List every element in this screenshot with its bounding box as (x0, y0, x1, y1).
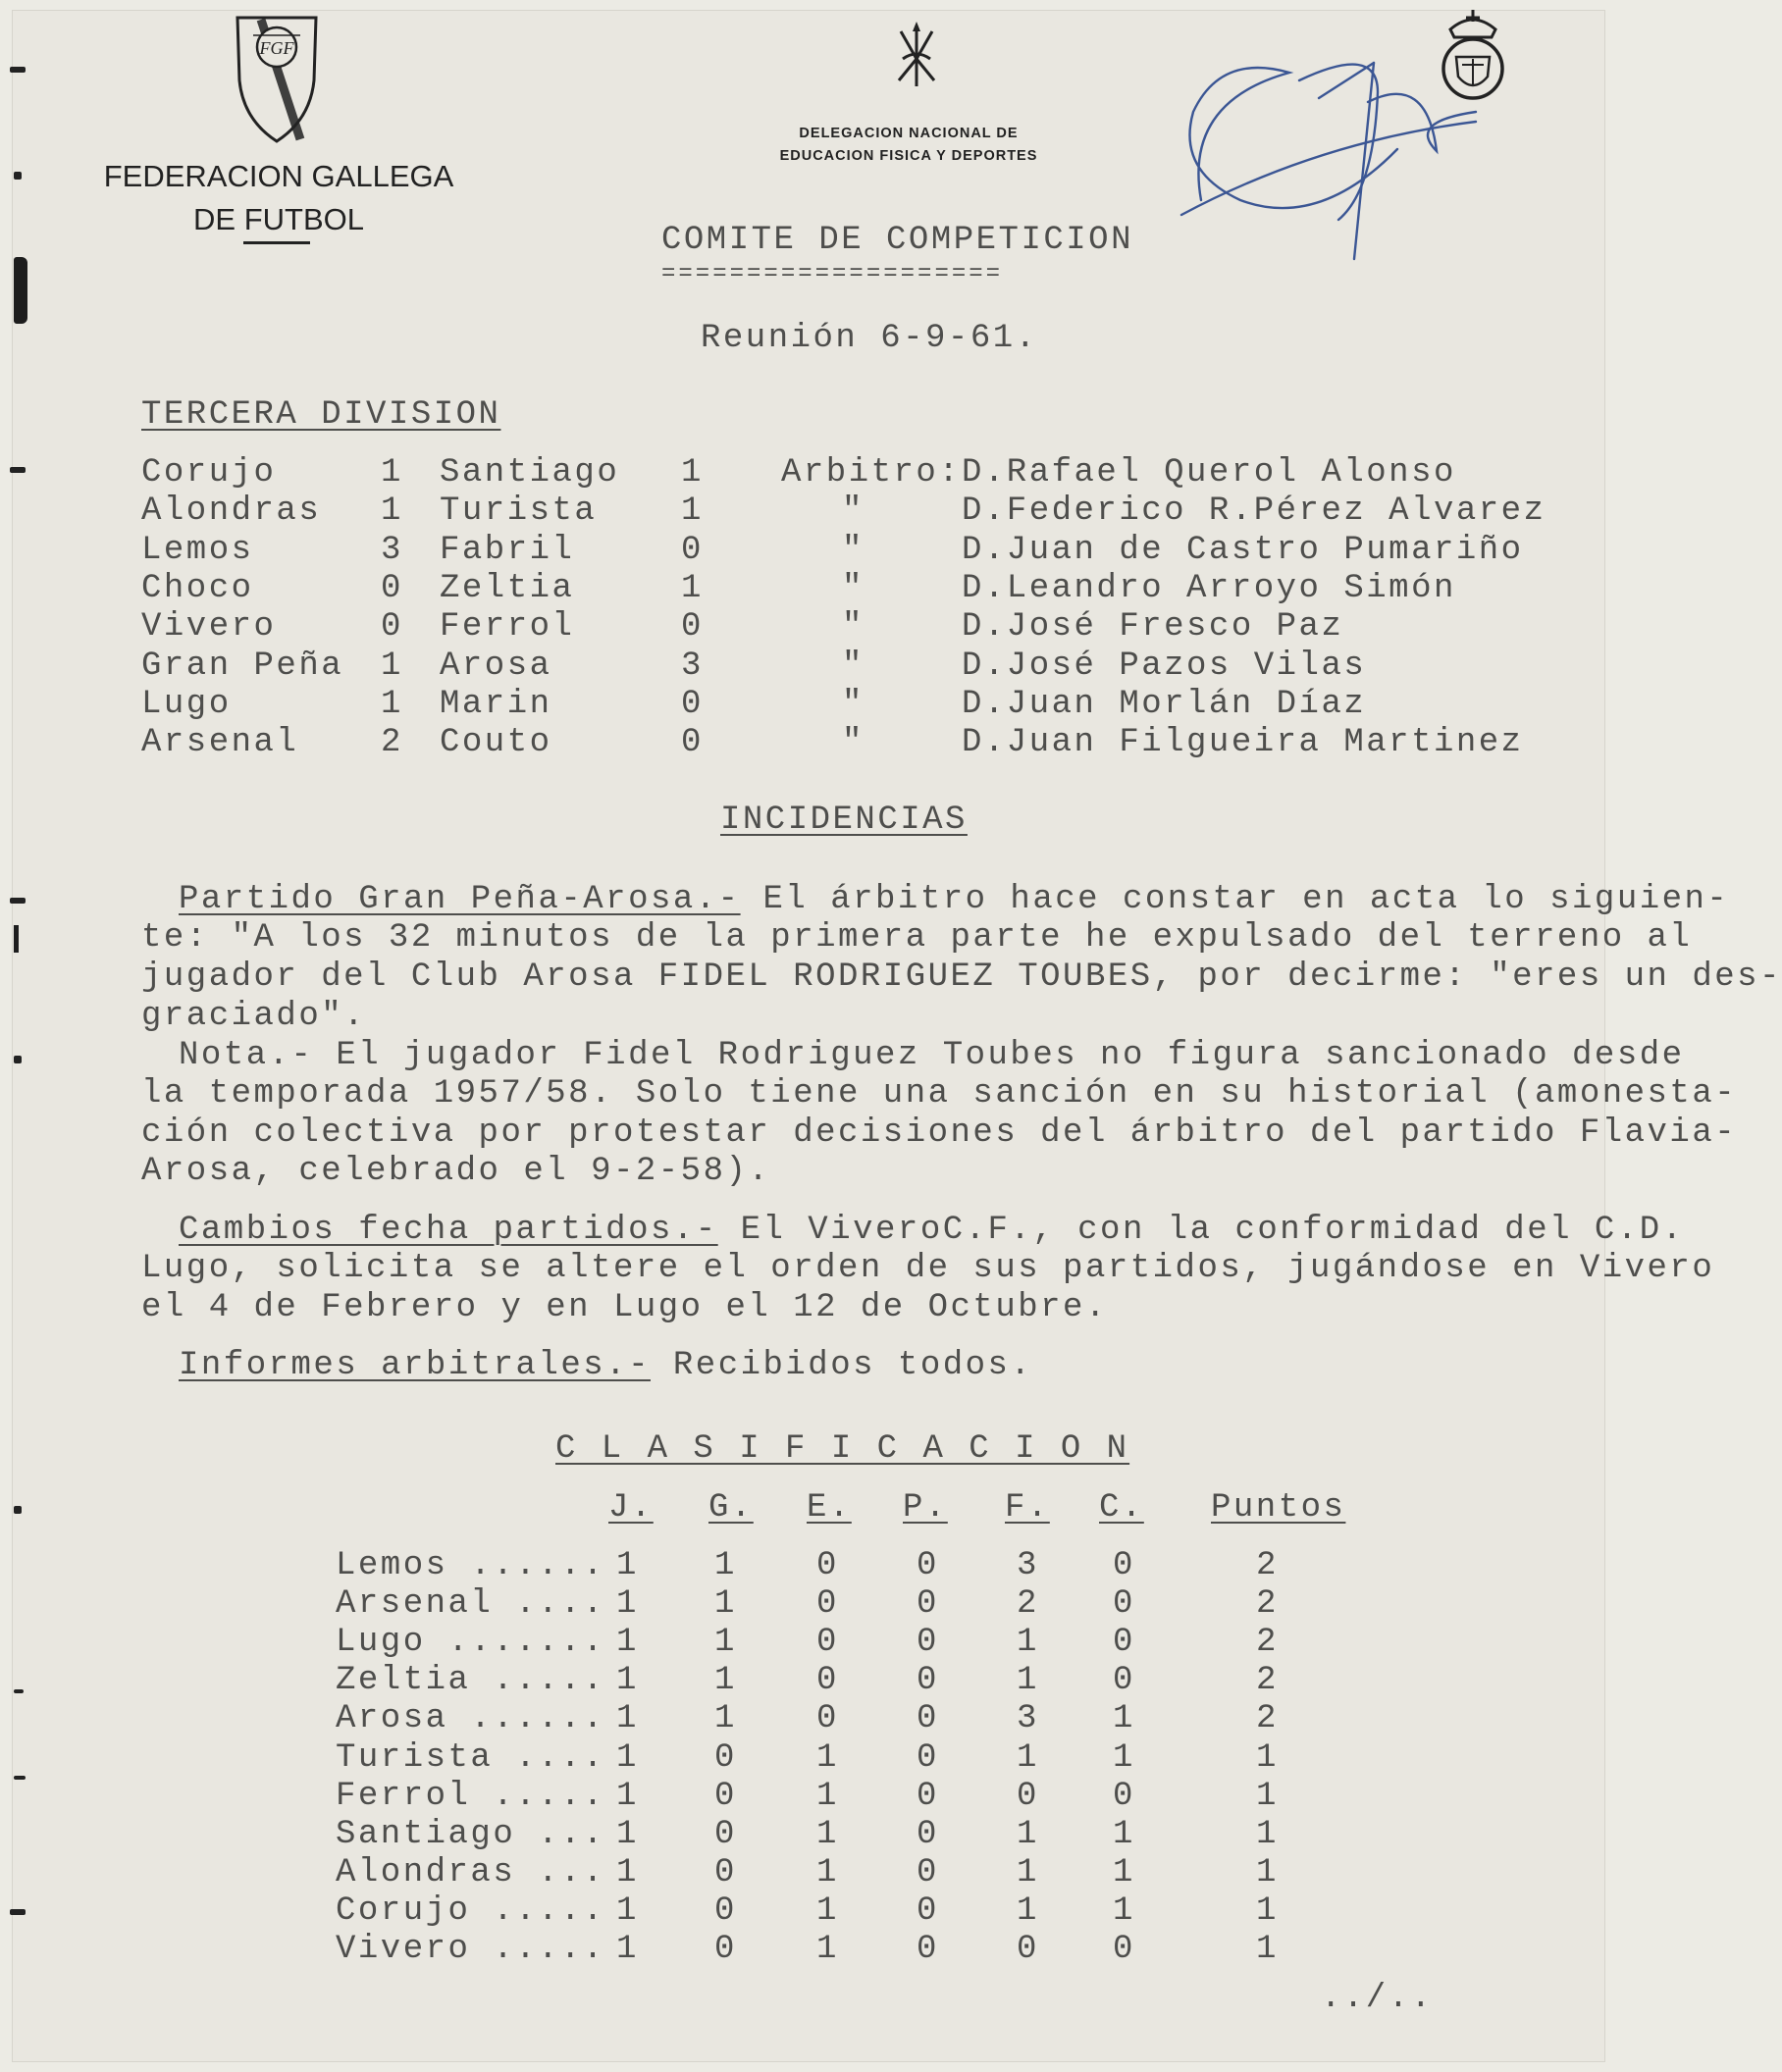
home-goals: 0 (381, 608, 403, 647)
home-goals: 1 (381, 647, 403, 685)
standings-value: 0 (714, 1931, 737, 1968)
standings-row (0, 1931, 1617, 1970)
torn-edge (14, 257, 27, 324)
standings-value: 1 (714, 1585, 737, 1624)
standings-value: 1 (616, 1624, 639, 1662)
referee-name: D.Juan Filgueira Martinez (962, 724, 1524, 762)
standings-value: 1 (816, 1931, 839, 1968)
standings-row (0, 1585, 1617, 1625)
standings-row (0, 1700, 1617, 1739)
standings-value: 1 (816, 1738, 839, 1777)
margin-mark (14, 1056, 22, 1063)
standings-value: 1 (714, 1547, 737, 1584)
standings-value: 0 (1113, 1931, 1135, 1968)
header-rule (243, 241, 310, 244)
standings-value: 1 (1017, 1662, 1039, 1700)
note-text: Nota.- El jugador Fidel Rodriguez Toubes no figura sancionado desde (179, 1037, 1685, 1074)
result-row (0, 724, 1617, 763)
result-row (0, 492, 1617, 532)
standings-value: 0 (1113, 1662, 1135, 1700)
schedule-change-text: el 4 de Febrero y en Lugo el 12 de Octubre. (141, 1289, 1108, 1326)
standings-value: 1 (1017, 1815, 1039, 1853)
away-goals: 1 (681, 492, 704, 531)
standings-value: 1 (1017, 1738, 1039, 1777)
standings-team: Corujo ..... (336, 1891, 605, 1930)
away-team: Marin (440, 685, 552, 723)
away-team: Couto (440, 724, 552, 762)
standings-value: 2 (1256, 1585, 1279, 1624)
standings-row (0, 1624, 1617, 1663)
incident-text: jugador del Club Arosa FIDEL RODRIGUEZ TOUBES, por decirme: "eres un des- (141, 958, 1782, 996)
standings-value: 1 (616, 1547, 639, 1584)
home-team: Alondras (141, 492, 322, 531)
committee-title-rule: ==================== (661, 261, 1004, 287)
federation-name: FEDERACION GALLEGA DE FUTBOL (103, 159, 454, 236)
margin-mark (10, 67, 26, 73)
standings-value: 0 (917, 1891, 939, 1930)
standings-value: 0 (917, 1815, 939, 1853)
away-goals: 1 (681, 569, 704, 607)
committee-title: COMITE DE COMPETICION (661, 222, 1133, 259)
schedule-change-text: Lugo, solicita se altere el orden de sus partidos, jugándose en Vivero (141, 1250, 1715, 1287)
standings-value: 1 (1017, 1853, 1039, 1891)
schedule-change-text: El ViveroC.F., con la conformidad del C.D. (717, 1212, 1685, 1249)
standings-value: 1 (1113, 1700, 1135, 1738)
standings-value: 1 (616, 1815, 639, 1853)
referee-label: " (842, 531, 865, 569)
incident-text: graciado". (141, 998, 367, 1035)
standings-value: 1 (816, 1777, 839, 1815)
standings-header-row (0, 1489, 1617, 1528)
away-team: Zeltia (440, 569, 575, 607)
result-row (0, 608, 1617, 648)
home-team: Lemos (141, 531, 254, 569)
standings-row (0, 1778, 1617, 1817)
away-goals: 0 (681, 724, 704, 762)
standings-value: 0 (1113, 1585, 1135, 1624)
standings-column-header: Puntos (1211, 1489, 1346, 1527)
standings-value: 0 (1113, 1624, 1135, 1662)
standings-team: Ferrol ..... (336, 1777, 605, 1815)
federation-crest-icon (232, 12, 322, 145)
standings-column-header: P. (903, 1489, 948, 1527)
margin-mark (14, 172, 22, 180)
standings-team: Santiago ... (336, 1815, 605, 1853)
standings-value: 1 (1017, 1624, 1039, 1662)
standings-value: 0 (1017, 1777, 1039, 1815)
standings-value: 2 (1256, 1624, 1279, 1662)
referee-name: D.Rafael Querol Alonso (962, 454, 1456, 492)
standings-value: 1 (1256, 1931, 1279, 1968)
signature-image (1181, 43, 1505, 269)
referee-name: D.Juan Morlán Díaz (962, 685, 1367, 723)
home-team: Choco (141, 569, 254, 607)
referee-reports-heading: Informes arbitrales.- (179, 1347, 651, 1384)
home-goals: 3 (381, 531, 403, 569)
standings-value: 3 (1017, 1700, 1039, 1738)
standings-value: 0 (1113, 1777, 1135, 1815)
away-goals: 0 (681, 531, 704, 569)
standings-column-header: C. (1099, 1489, 1144, 1527)
home-goals: 0 (381, 569, 403, 607)
incidencias-title: INCIDENCIAS (720, 802, 968, 839)
referee-name: D.Leandro Arroyo Simón (962, 569, 1456, 607)
standings-value: 1 (1256, 1777, 1279, 1815)
standings-value: 0 (917, 1624, 939, 1662)
standings-value: 0 (917, 1700, 939, 1738)
standings-value: 1 (1256, 1815, 1279, 1853)
standings-title: C L A S I F I C A C I O N (555, 1430, 1130, 1468)
standings-value: 0 (714, 1815, 737, 1853)
standings-value: 1 (1256, 1738, 1279, 1777)
standings-team: Alondras ... (336, 1853, 605, 1891)
standings-column-header: E. (807, 1489, 852, 1527)
standings-value: 0 (714, 1738, 737, 1777)
referee-label: " (842, 647, 865, 685)
standings-value: 1 (1113, 1891, 1135, 1930)
referee-label: " (842, 685, 865, 723)
standings-value: 2 (1256, 1700, 1279, 1738)
standings-row (0, 1816, 1617, 1855)
away-goals: 1 (681, 454, 704, 492)
standings-column-header: F. (1005, 1489, 1050, 1527)
referee-name: D.José Pazos Vilas (962, 647, 1367, 685)
away-team: Arosa (440, 647, 552, 685)
incident-text: te: "A los 32 minutos de la primera parte he expulsado del terreno al (141, 919, 1693, 957)
referee-name: D.José Fresco Paz (962, 608, 1344, 647)
margin-mark (10, 898, 26, 904)
standings-value: 0 (917, 1662, 939, 1700)
incident-heading: Partido Gran Peña-Arosa.- (179, 881, 741, 918)
standings-team: Vivero ..... (336, 1931, 605, 1968)
standings-value: 0 (714, 1853, 737, 1891)
result-row (0, 454, 1617, 493)
standings-team: Arosa ...... (336, 1700, 605, 1738)
away-goals: 3 (681, 647, 704, 685)
away-team: Ferrol (440, 608, 575, 647)
note-text: Arosa, celebrado el 9-2-58). (141, 1153, 771, 1190)
standings-value: 1 (816, 1815, 839, 1853)
standings-value: 1 (1256, 1891, 1279, 1930)
standings-team: Lugo ....... (336, 1624, 605, 1662)
standings-team: Zeltia ..... (336, 1662, 605, 1700)
standings-team: Turista .... (336, 1738, 605, 1777)
standings-value: 1 (616, 1700, 639, 1738)
standings-value: 1 (616, 1853, 639, 1891)
standings-value: 0 (816, 1662, 839, 1700)
away-team: Turista (440, 492, 598, 531)
note-text: la temporada 1957/58. Solo tiene una sanción en su historial (amonesta- (141, 1075, 1738, 1113)
result-row (0, 570, 1617, 609)
standings-row (0, 1739, 1617, 1779)
standings-value: 1 (1113, 1738, 1135, 1777)
home-team: Arsenal (141, 724, 299, 762)
standings-value: 1 (616, 1931, 639, 1968)
referee-label: " (842, 608, 865, 647)
standings-value: 0 (917, 1547, 939, 1584)
schedule-change-heading: Cambios fecha partidos.- (179, 1212, 718, 1249)
division-title: TERCERA DIVISION (141, 396, 501, 434)
referee-label: Arbitro: (781, 454, 962, 492)
standings-value: 1 (616, 1891, 639, 1930)
standings-column-header: J. (608, 1489, 654, 1527)
standings-value: 0 (816, 1700, 839, 1738)
standings-row (0, 1547, 1617, 1586)
standings-value: 0 (714, 1777, 737, 1815)
result-row (0, 686, 1617, 725)
standings-value: 0 (714, 1891, 737, 1930)
home-goals: 1 (381, 492, 403, 531)
continued-mark: ../.. (1321, 1980, 1434, 2017)
standings-value: 1 (714, 1700, 737, 1738)
result-row (0, 648, 1617, 687)
standings-value: 1 (714, 1662, 737, 1700)
home-goals: 1 (381, 454, 403, 492)
standings-value: 1 (616, 1585, 639, 1624)
home-team: Lugo (141, 685, 232, 723)
home-team: Gran Peña (141, 647, 344, 685)
incident-gran-pena-arosa (179, 881, 1729, 918)
standings-value: 1 (1017, 1891, 1039, 1930)
standings-row (0, 1892, 1617, 1932)
standings-value: 1 (1256, 1853, 1279, 1891)
standings-value: 0 (816, 1547, 839, 1584)
referee-reports-text: Recibidos todos. (650, 1347, 1033, 1384)
standings-value: 1 (816, 1853, 839, 1891)
standings-row (0, 1662, 1617, 1701)
home-team: Vivero (141, 608, 277, 647)
standings-row (0, 1854, 1617, 1893)
away-goals: 0 (681, 685, 704, 723)
standings-value: 1 (714, 1624, 737, 1662)
standings-value: 1 (816, 1891, 839, 1930)
standings-value: 2 (1256, 1662, 1279, 1700)
standings-value: 1 (616, 1662, 639, 1700)
yoke-arrows-emblem-icon (893, 20, 940, 90)
standings-value: 0 (917, 1777, 939, 1815)
away-team: Santiago (440, 454, 620, 492)
referee-label: " (842, 492, 865, 531)
referee-label: " (842, 569, 865, 607)
torn-edge (14, 925, 19, 953)
referee-name: D.Juan de Castro Pumariño (962, 531, 1524, 569)
referee-label: " (842, 724, 865, 762)
standings-value: 3 (1017, 1547, 1039, 1584)
away-team: Fabril (440, 531, 575, 569)
meeting-date: Reunión 6-9-61. (701, 320, 1038, 357)
standings-value: 0 (1017, 1931, 1039, 1968)
standings-team: Arsenal .... (336, 1585, 605, 1624)
away-goals: 0 (681, 608, 704, 647)
standings-value: 0 (917, 1738, 939, 1777)
standings-value: 0 (917, 1585, 939, 1624)
incident-text: El árbitro hace constar en acta lo siguien- (740, 881, 1730, 918)
delegation-name: DELEGACION NACIONAL DE EDUCACION FISICA Y DEPORTES (779, 126, 1038, 164)
standings-value: 2 (1256, 1547, 1279, 1584)
standings-value: 2 (1017, 1585, 1039, 1624)
standings-value: 1 (616, 1777, 639, 1815)
standings-value: 0 (816, 1585, 839, 1624)
standings-team: Lemos ...... (336, 1547, 605, 1584)
standings-value: 1 (616, 1738, 639, 1777)
home-goals: 2 (381, 724, 403, 762)
standings-value: 0 (917, 1931, 939, 1968)
home-goals: 1 (381, 685, 403, 723)
referee-reports (179, 1347, 1032, 1384)
schedule-change (179, 1212, 1685, 1249)
home-team: Corujo (141, 454, 277, 492)
standings-value: 0 (917, 1853, 939, 1891)
standings-value: 0 (816, 1624, 839, 1662)
referee-name: D.Federico R.Pérez Alvarez (962, 492, 1546, 531)
standings-value: 1 (1113, 1815, 1135, 1853)
standings-column-header: G. (708, 1489, 754, 1527)
note-text: ción colectiva por protestar decisiones del árbitro del partido Flavia- (141, 1114, 1738, 1152)
standings-value: 1 (1113, 1853, 1135, 1891)
standings-value: 0 (1113, 1547, 1135, 1584)
result-row (0, 532, 1617, 571)
svg-text:FGF: FGF (259, 38, 294, 58)
